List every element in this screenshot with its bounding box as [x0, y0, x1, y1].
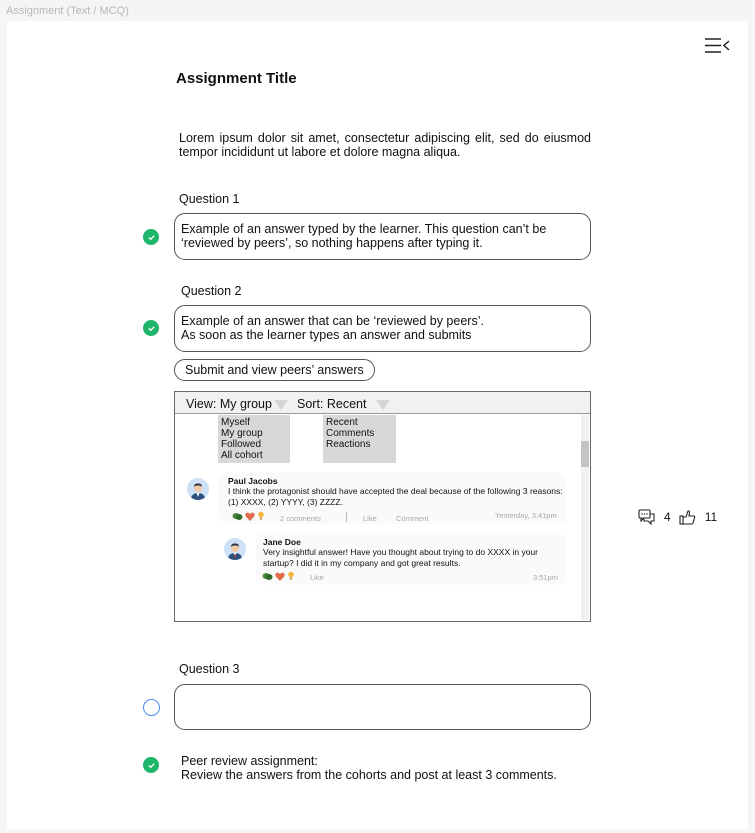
assignment-page	[7, 21, 748, 829]
reply-reactions[interactable]	[262, 571, 295, 581]
assignment-description: Lorem ipsum dolor sit amet, consectetur adipiscing elit, sed do eiusmod tempor incididunt ut labore et dolore magna aliqua.	[179, 131, 591, 159]
view-dropdown[interactable]: View: My group	[186, 397, 272, 411]
view-option-myself[interactable]: Myself	[221, 417, 250, 428]
reply-text: Very insightful answer! Have you thought about trying to do XXXX in your startup? I did it in my company and got great results.	[263, 547, 538, 568]
comments-count-link[interactable]: 2 comments	[280, 514, 321, 523]
question-3-pending-icon	[143, 699, 160, 716]
engagement-stats	[638, 509, 725, 525]
peer-review-title: Peer review assignment:	[181, 754, 318, 768]
peer-review-complete-icon	[143, 757, 159, 773]
like-button[interactable]: Like	[363, 514, 377, 523]
sort-dropdown[interactable]: Sort: Recent	[297, 397, 367, 411]
thumbs-up-icon[interactable]	[679, 509, 696, 525]
peer-review-instructions	[181, 754, 557, 782]
frame-label: Assignment (Text / MCQ)	[6, 5, 129, 17]
comment-timestamp: Yesterday, 3:41pm	[495, 511, 557, 520]
answer-line-1: Example of an answer that can be ‘reviewed by peers’.	[181, 314, 484, 328]
question-2-complete-icon	[143, 320, 159, 336]
question-1-complete-icon	[143, 229, 159, 245]
comment-text: I think the protagonist should have accepted the deal because of the following 3 reasons: (1) XXXX, (2) YYYY, (3) ZZZZ.	[228, 486, 563, 507]
menu-collapse-button[interactable]	[704, 37, 732, 55]
peer-review-description: Review the answers from the cohorts and post at least 3 comments.	[181, 768, 557, 782]
meta-divider	[346, 512, 347, 522]
view-dropdown-caret-icon[interactable]	[274, 400, 288, 410]
sort-options-menu	[323, 415, 396, 463]
lightbulb-icon	[287, 571, 295, 581]
panel-scrollbar-thumb[interactable]	[581, 441, 589, 467]
view-options-menu	[218, 415, 290, 463]
question-2-answer-field[interactable]	[174, 305, 591, 352]
question-2-label: Question 2	[181, 284, 242, 298]
question-3-label: Question 3	[179, 662, 240, 676]
sort-dropdown-caret-icon[interactable]	[376, 400, 390, 410]
reply-timestamp: 3:51pm	[533, 573, 559, 582]
view-option-my-group[interactable]: My group	[221, 428, 263, 439]
comment-reactions[interactable]	[232, 511, 265, 521]
question-1-answer-field[interactable]: Example of an answer typed by the learner. This question can’t be ‘reviewed by peers’, so nothing happens after typing it.	[174, 213, 591, 260]
sort-option-reactions[interactable]: Reactions	[326, 439, 371, 450]
panel-toolbar	[175, 392, 590, 414]
view-option-all-cohort[interactable]: All cohort	[221, 450, 263, 461]
comments-icon[interactable]	[638, 509, 655, 525]
view-option-followed[interactable]: Followed	[221, 439, 262, 450]
sort-option-comments[interactable]: Comments	[326, 428, 375, 439]
panel-scrollbar[interactable]	[581, 415, 589, 620]
clap-icon	[232, 511, 243, 521]
peers-answers-panel	[174, 391, 591, 622]
lightbulb-icon	[257, 511, 265, 521]
sort-option-recent[interactable]: Recent	[326, 417, 358, 428]
question-1-label: Question 1	[179, 192, 240, 206]
page-title: Assignment Title	[176, 70, 297, 87]
answer-line-2: As soon as the learner types an answer and submits	[181, 328, 472, 342]
reply-like-button[interactable]: Like	[310, 573, 324, 582]
menu-collapse-icon	[704, 37, 732, 55]
comments-count: 4	[664, 510, 671, 524]
submit-and-view-peers-button[interactable]: Submit and view peers’ answers	[174, 359, 375, 381]
reply-author[interactable]: Jane Doe	[263, 537, 301, 547]
heart-icon	[245, 512, 255, 521]
comment-button[interactable]: Comment	[396, 514, 429, 523]
avatar	[224, 538, 246, 560]
avatar	[187, 478, 209, 500]
clap-icon	[262, 571, 273, 581]
question-3-answer-field[interactable]	[174, 684, 591, 730]
comment-author[interactable]: Paul Jacobs	[228, 476, 278, 486]
likes-count: 11	[704, 510, 718, 524]
heart-icon	[275, 572, 285, 581]
